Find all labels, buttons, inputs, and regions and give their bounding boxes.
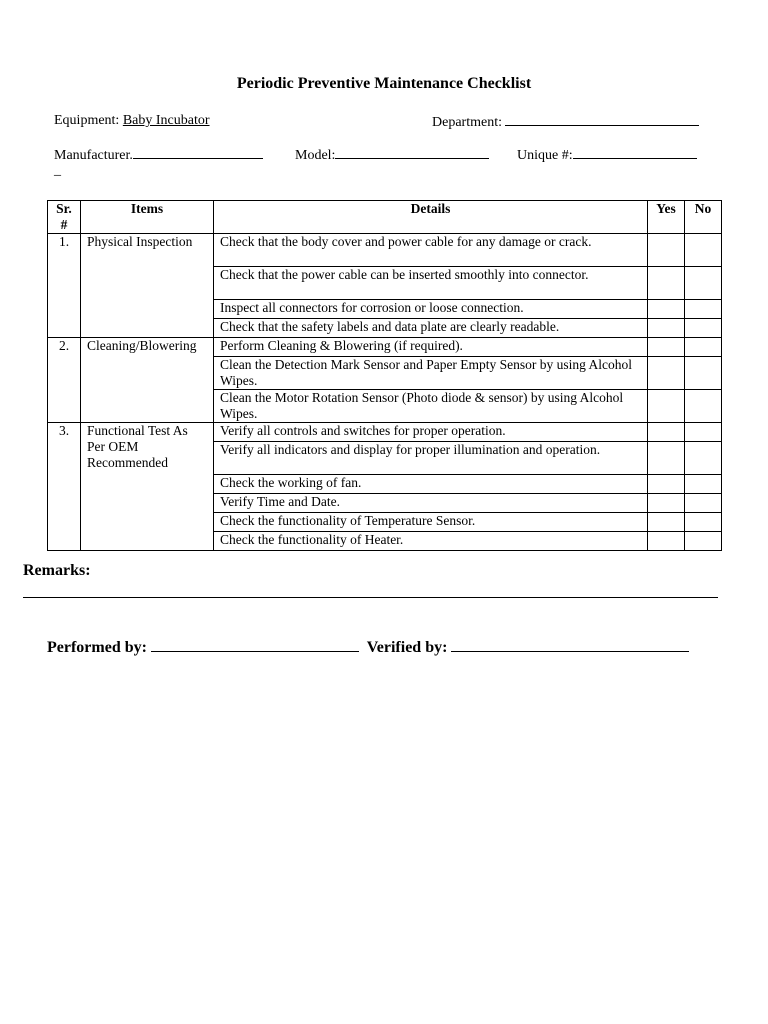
yes-checkbox-cell[interactable] [648,234,685,267]
item-cell: Physical Inspection [81,234,214,338]
unique-label: Unique #: [517,148,573,163]
detail-cell: Check that the safety labels and data plate are clearly readable. [214,319,648,338]
yes-checkbox-cell[interactable] [648,300,685,319]
model-label: Model: [295,148,336,163]
yes-checkbox-cell[interactable] [648,319,685,338]
manufacturer-field [54,147,263,164]
detail-cell: Perform Cleaning & Blowering (if required). [214,338,648,357]
verified-by-label: Verified by: [366,639,448,656]
department-blank[interactable] [505,113,699,126]
no-checkbox-cell[interactable] [685,532,722,551]
header-no: No [685,201,722,234]
detail-cell: Check the working of fan. [214,475,648,494]
header-items: Items [81,201,214,234]
trailing-dash: _ [54,163,61,178]
sr-cell: 1. [48,234,81,338]
detail-cell: Check the functionality of Temperature Sensor. [214,513,648,532]
header-details: Details [214,201,648,234]
no-checkbox-cell[interactable] [685,513,722,532]
no-checkbox-cell[interactable] [685,475,722,494]
model-blank[interactable] [335,147,489,159]
detail-cell: Verify all controls and switches for proper operation. [214,423,648,442]
detail-cell: Check that the power cable can be inserted smoothly into connector. [214,267,648,300]
yes-checkbox-cell[interactable] [648,513,685,532]
yes-checkbox-cell[interactable] [648,442,685,475]
checklist-table [47,200,722,551]
yes-checkbox-cell[interactable] [648,532,685,551]
page-title: Periodic Preventive Maintenance Checklist [236,75,532,92]
yes-checkbox-cell[interactable] [648,475,685,494]
item-cell: Functional Test As Per OEM Recommended [81,423,214,551]
equipment-value[interactable]: Baby Incubator [122,113,210,128]
yes-checkbox-cell[interactable] [648,357,685,390]
no-checkbox-cell[interactable] [685,494,722,513]
header-yes: Yes [648,201,685,234]
detail-cell: Verify Time and Date. [214,494,648,513]
sr-cell: 3. [48,423,81,551]
equipment-label: Equipment: [54,113,120,128]
no-checkbox-cell[interactable] [685,300,722,319]
performed-by-blank[interactable] [151,639,359,652]
yes-checkbox-cell[interactable] [648,338,685,357]
unique-blank[interactable] [573,147,697,159]
manufacturer-blank[interactable] [133,147,263,159]
detail-cell: Clean the Motor Rotation Sensor (Photo diode & sensor) by using Alcohol Wipes. [214,390,648,423]
sr-cell: 2. [48,338,81,423]
manufacturer-label: Manufacturer. [54,148,133,163]
table-header-row [48,201,722,234]
no-checkbox-cell[interactable] [685,357,722,390]
detail-cell: Verify all indicators and display for proper illumination and operation. [214,442,648,475]
signoff-row [47,639,689,657]
no-checkbox-cell[interactable] [685,234,722,267]
yes-checkbox-cell[interactable] [648,423,685,442]
no-checkbox-cell[interactable] [685,338,722,357]
no-checkbox-cell[interactable] [685,267,722,300]
item-cell: Cleaning/Blowering [81,338,214,423]
model-field [295,147,489,164]
detail-cell: Clean the Detection Mark Sensor and Paper Empty Sensor by using Alcohol Wipes. [214,357,648,390]
detail-cell: Check that the body cover and power cable for any damage or crack. [214,234,648,267]
remarks-label: Remarks: [23,562,91,579]
table-row [48,423,722,442]
remarks-line[interactable] [23,597,718,598]
unique-field [517,147,697,164]
detail-cell: Check the functionality of Heater. [214,532,648,551]
detail-cell: Inspect all connectors for corrosion or loose connection. [214,300,648,319]
department-field [432,113,699,131]
no-checkbox-cell[interactable] [685,319,722,338]
performed-by-label: Performed by: [47,639,147,656]
yes-checkbox-cell[interactable] [648,390,685,423]
header-sr: Sr. # [48,201,81,234]
equipment-field [54,113,210,129]
yes-checkbox-cell[interactable] [648,267,685,300]
no-checkbox-cell[interactable] [685,423,722,442]
table-row [48,234,722,267]
department-label: Department: [432,115,502,130]
no-checkbox-cell[interactable] [685,390,722,423]
no-checkbox-cell[interactable] [685,442,722,475]
table-row [48,338,722,357]
verified-by-blank[interactable] [451,639,689,652]
yes-checkbox-cell[interactable] [648,494,685,513]
